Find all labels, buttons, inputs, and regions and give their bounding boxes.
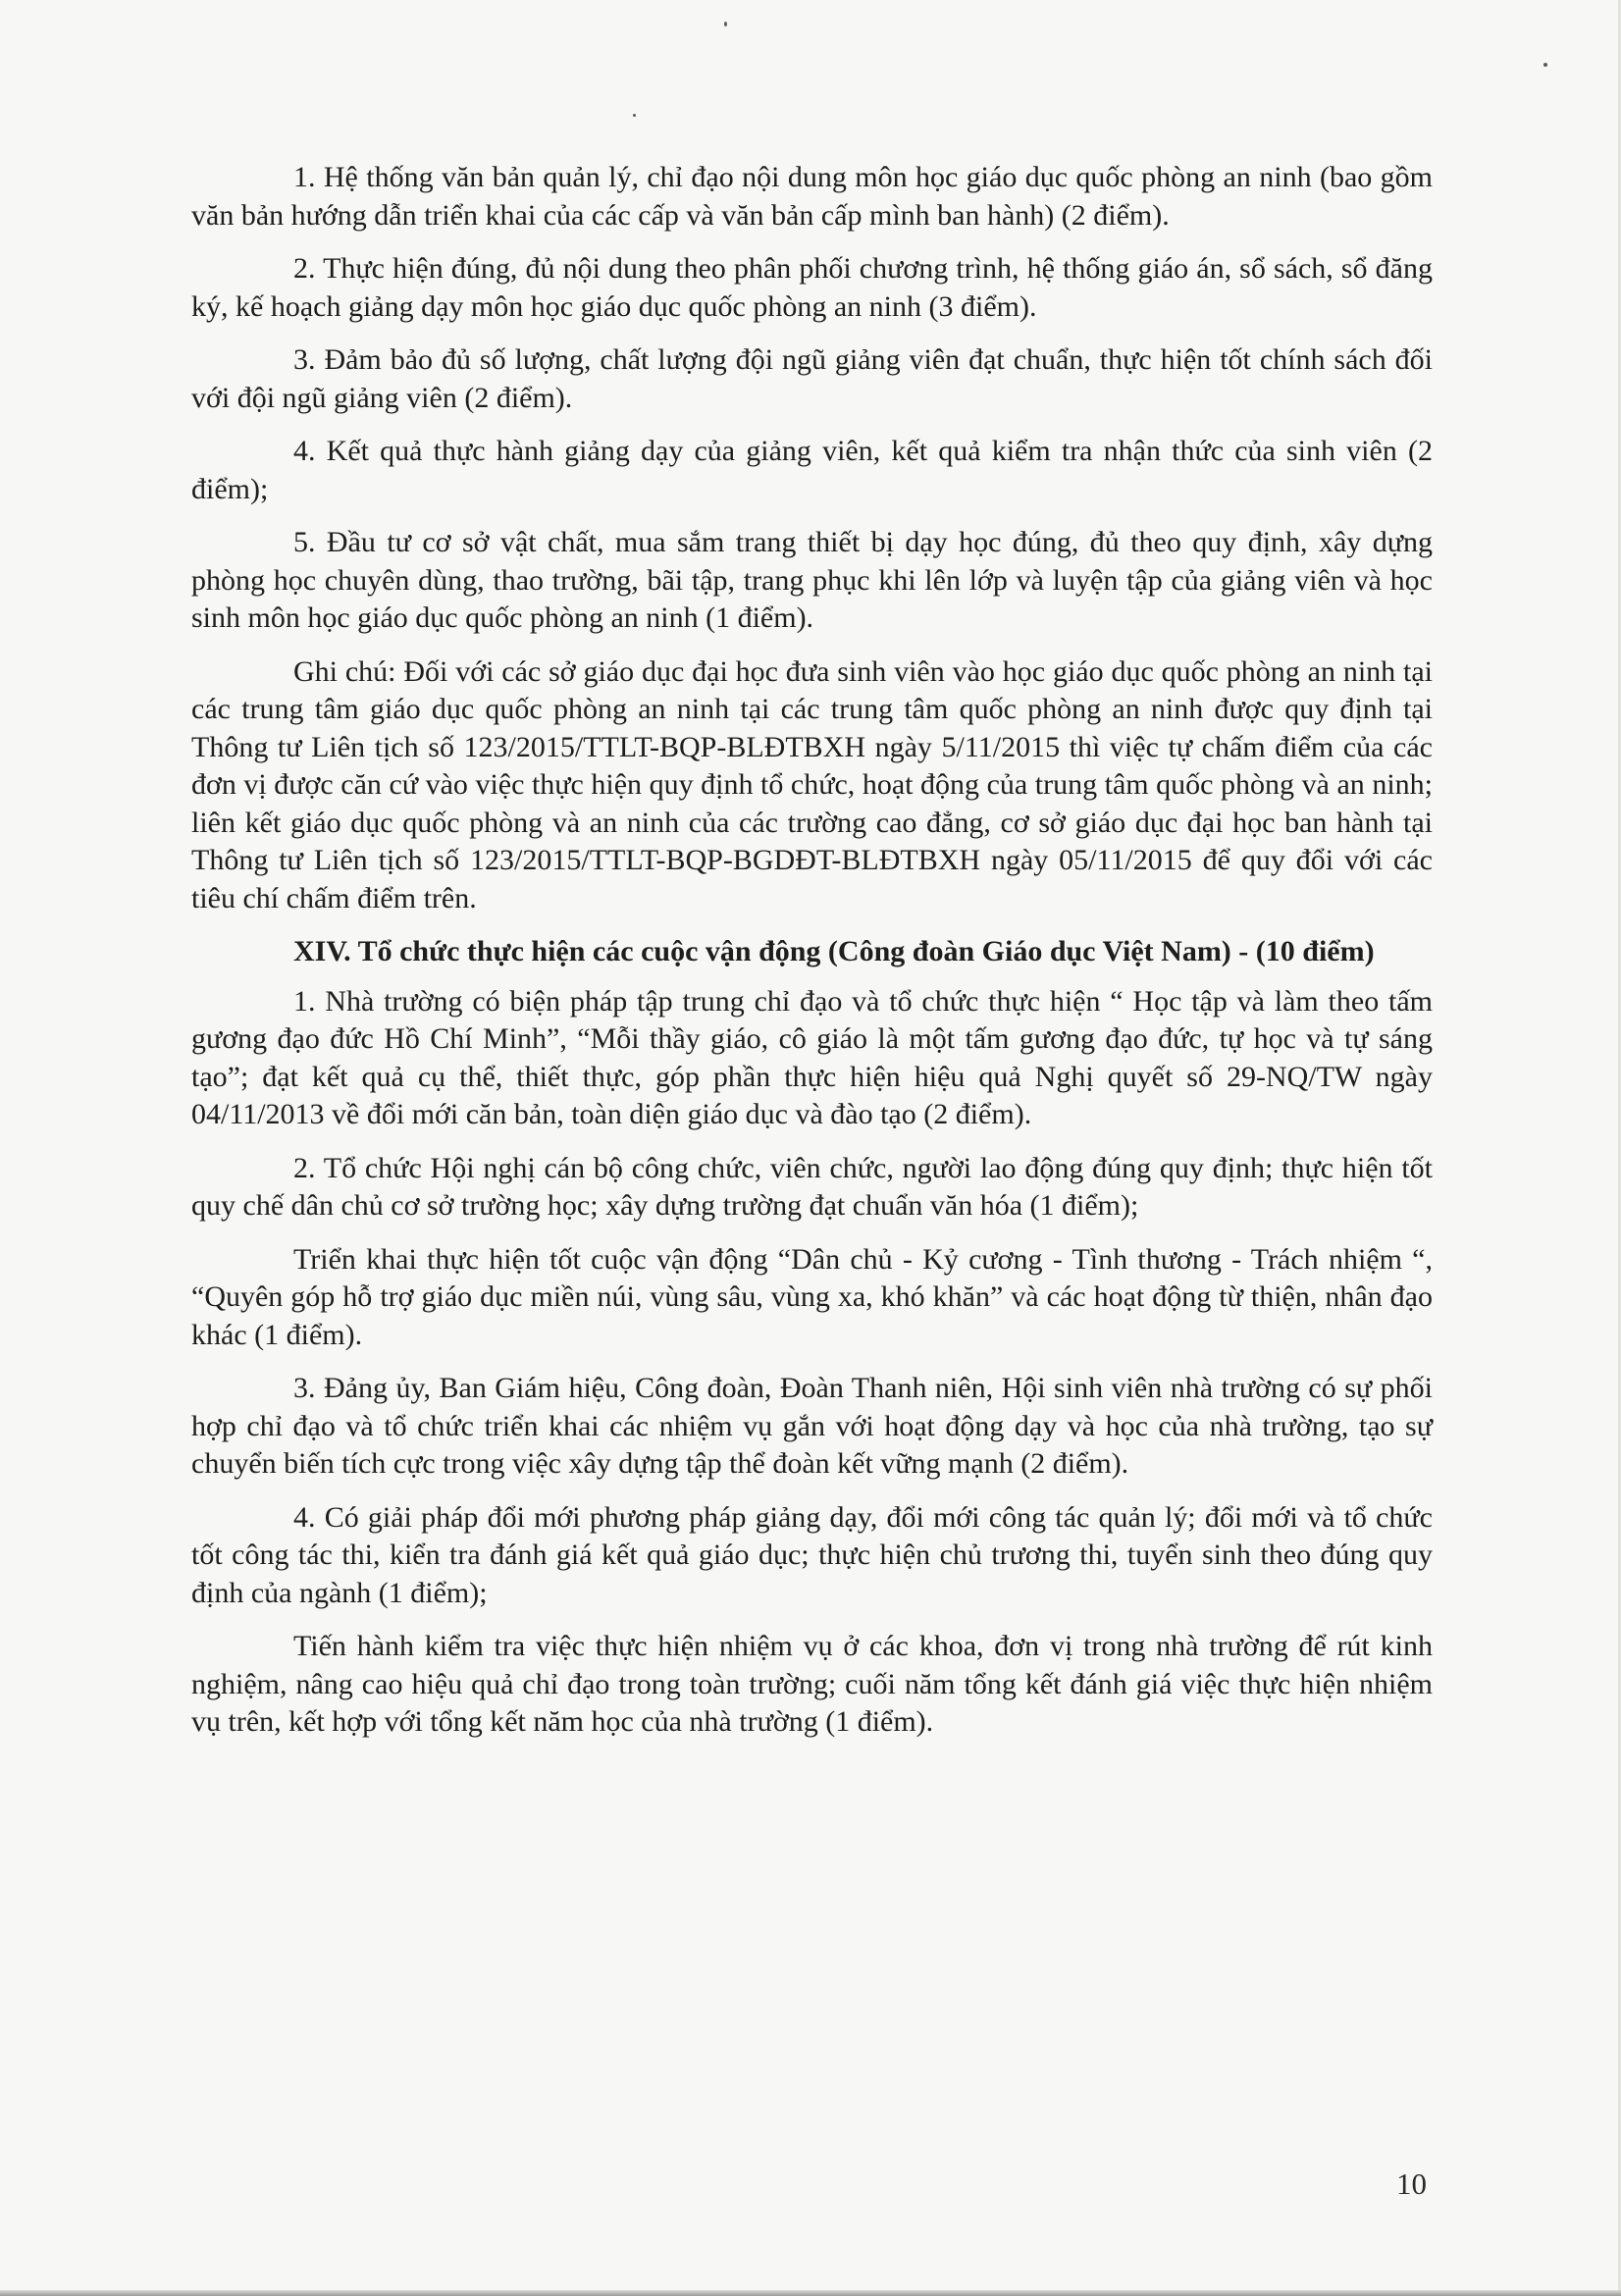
section-paragraph-2b: Triển khai thực hiện tốt cuộc vận động “Dân chủ - Kỷ cương - Tình thương - Trách nhiệm “, “Quyên góp hỗ trợ giáo dục miền núi, vùng sâu, vùng xa, khó khăn” và các hoạt động từ thiện, nhân đạo khác (1 điểm).: [191, 1242, 1433, 1351]
document-body: [191, 159, 1433, 1757]
criterion-paragraph-5: 5. Đầu tư cơ sở vật chất, mua sắm trang thiết bị dạy học đúng, đủ theo quy định, xây dựng phòng học chuyên dùng, thao trường, bãi tập, trang phục khi lên lớp và luyện tập của giảng viên và học sinh môn học giáo dục quốc phòng an ninh (1 điểm).: [191, 526, 1433, 634]
criterion-paragraph-4: 4. Kết quả thực hành giảng dạy của giảng viên, kết quả kiểm tra nhận thức của sinh viên (2 điểm);: [191, 435, 1433, 505]
section-paragraph-4: 4. Có giải pháp đổi mới phương pháp giảng dạy, đổi mới công tác quản lý; đổi mới và tổ chức tốt công tác thi, kiển tra đánh giá kết quả giáo dục; thực hiện chủ trương thi, tuyển sinh theo đúng quy định của ngành (1 điểm);: [191, 1500, 1433, 1609]
section-paragraph-4b: Tiến hành kiểm tra việc thực hiện nhiệm vụ ở các khoa, đơn vị trong nhà trường để rút kinh nghiệm, nâng cao hiệu quả chỉ đạo trong toàn trường; cuối năm tổng kết đánh giá việc thực hiện nhiệm vụ trên, kết hợp với tổng kết năm học của nhà trường (1 điểm).: [191, 1630, 1433, 1738]
section-paragraph-2: 2. Tổ chức Hội nghị cán bộ công chức, viên chức, người lao động đúng quy định; thực hiện tốt quy chế dân chủ cơ sở trường học; xây dựng trường đạt chuẩn văn hóa (1 điểm);: [191, 1151, 1433, 1222]
section-heading: XIV. Tổ chức thực hiện các cuộc vận động (Công đoàn Giáo dục Việt Nam) - (10 điểm): [293, 935, 1375, 967]
criterion-paragraph-3: 3. Đảm bảo đủ số lượng, chất lượng đội ngũ giảng viên đạt chuẩn, thực hiện tốt chính sách đối với đội ngũ giảng viên (2 điểm).: [191, 343, 1433, 414]
scan-speck: [724, 22, 727, 26]
page-number: 10: [1396, 2166, 1427, 2201]
scan-speck: [633, 114, 636, 117]
scan-bottom-edge: [0, 2290, 1621, 2296]
scan-speck: [1543, 63, 1547, 67]
criterion-paragraph-2: 2. Thực hiện đúng, đủ nội dung theo phân phối chương trình, hệ thống giáo án, sổ sách, sổ đăng ký, kế hoạch giảng dạy môn học giáo dục quốc phòng an ninh (3 điểm).: [191, 252, 1433, 323]
criterion-paragraph-1: 1. Hệ thống văn bản quản lý, chỉ đạo nội dung môn học giáo dục quốc phòng an ninh (bao gồm văn bản hướng dẫn triển khai của các cấp và văn bản cấp mình ban hành) (2 điểm).: [191, 161, 1433, 232]
note-paragraph: Ghi chú: Đối với các sở giáo dục đại học đưa sinh viên vào học giáo dục quốc phòng an ninh tại các trung tâm giáo dục quốc phòng an ninh tại các trung tâm quốc phòng an ninh được quy định tại Thông tư Liên tịch số 123/2015/TTLT-BQP-BLĐTBXH ngày 5/11/2015 thì việc tự chấm điểm của các đơn vị được căn cứ vào việc thực hiện quy định tổ chức, hoạt động của trung tâm quốc phòng và an ninh; liên kết giáo dục quốc phòng và an ninh của các trường cao đẳng, cơ sở giáo dục đại học ban hành tại Thông tư Liên tịch số 123/2015/TTLT-BQP-BGDĐT-BLĐTBXH ngày 05/11/2015 để quy đổi với các tiêu chí chấm điểm trên.: [191, 654, 1433, 914]
section-paragraph-3: 3. Đảng ủy, Ban Giám hiệu, Công đoàn, Đoàn Thanh niên, Hội sinh viên nhà trường có sự phối hợp chỉ đạo và tổ chức triển khai các nhiệm vụ gắn với hoạt động dạy và học của nhà trường, tạo sự chuyển biến tích cực trong việc xây dựng tập thể đoàn kết vững mạnh (2 điểm).: [191, 1372, 1433, 1480]
section-paragraph-1: 1. Nhà trường có biện pháp tập trung chỉ đạo và tổ chức thực hiện “ Học tập và làm theo tấm gương đạo đức Hồ Chí Minh”, “Mỗi thầy giáo, cô giáo là một tấm gương đạo đức, tự học và tự sáng tạo”; đạt kết quả cụ thể, thiết thực, góp phần thực hiện hiệu quả Nghị quyết số 29-NQ/TW ngày 04/11/2013 về đổi mới căn bản, toàn diện giáo dục và đào tạo (2 điểm).: [191, 984, 1433, 1130]
